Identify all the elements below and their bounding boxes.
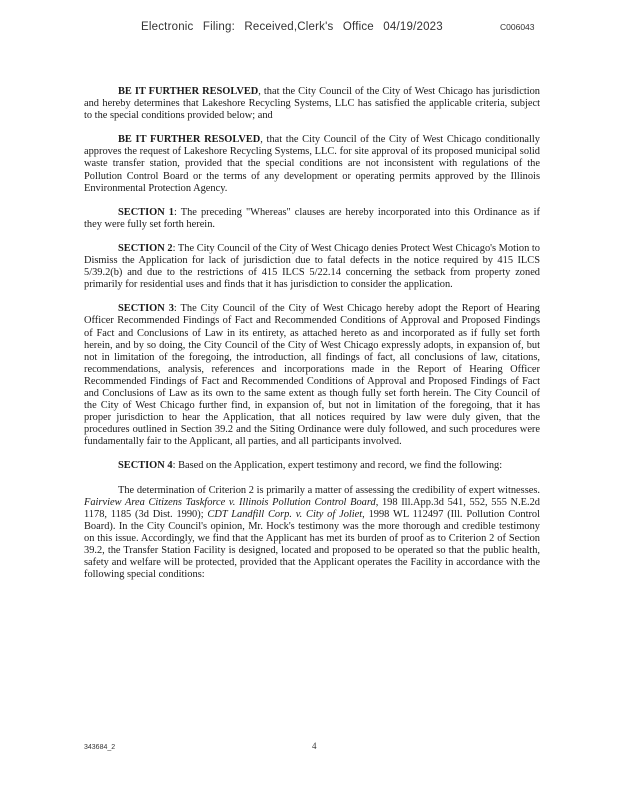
section-2-paragraph xyxy=(84,243,540,291)
page-number: 4 xyxy=(312,741,317,751)
section-3-paragraph xyxy=(84,303,540,448)
case-citation: CDT Landfill Corp. v. City of Joliet xyxy=(207,508,363,520)
paragraph-text: : The City Council of the City of West Chicago hereby adopt the Report of Hearing Officer Recommended Findings of Fact and Recommended Conditions of Approval and Proposed Findings of Fact and Conclusions of Law in its entirety, as attached hereto as and incorporated as if fully set forth herein, and by so doing, the City Council of the City of West Chicago expressly adopts, in expansion of, but not in limitation of the foregoing, the introduction, all findings of fact, all conclusions of law, citations, recommendations, analysis, references and incorporations made in the Report of Hearing Officer Recommended Findings of Fact and Recommended Conditions of Approval and Proposed Findings of Fact and Conclusions of Law as its own to the same extent as though fully set forth herein. The City Council of the City of West Chicago further find, in expansion of, but not in limitation of the foregoing, that it has proper jurisdiction to hear the Application, that all notices required by law were duly given, that the procedures outlined in Section 39.2 and the Siting Ordinance were duly followed, and such procedures were fundamentally fair to the Applicant, all parties, and all participants involved. xyxy=(84,303,540,448)
paragraph-text: : Based on the Application, expert testimony and record, we find the following: xyxy=(172,460,503,472)
paragraph-text: : The City Council of the City of West Chicago denies Protect West Chicago's Motion to Dismiss the Application for lack of jurisdiction due to fatal defects in the notice required by 415 ILCS 5/39.2(b) and due to the restrictions of 415 ILCS 5/22.14 concerning the setback from property zoned primarily for residential uses and finds that it has jurisdiction to consider the application. xyxy=(84,242,540,291)
filing-stamp-code: C006043 xyxy=(500,22,535,32)
document-body xyxy=(84,86,540,593)
section-1-paragraph xyxy=(84,207,540,231)
paragraph-text: , that the City Council of the City of West Chicago conditionally approves the request of Lakeshore Recycling Systems, LLC. for site approval of its proposed municipal solid waste transfer station, provided that the special conditions are not inconsistent with regulations of the Pollution Control Board or the terms of any development or operating permits approved by the Illinois Environmental Protection Agency. xyxy=(84,134,540,194)
document-id: 343684_2 xyxy=(84,744,116,751)
filing-stamp-text: Electronic Filing: Received,Clerk's Office 04/19/2023 xyxy=(141,21,443,33)
criterion-2-paragraph xyxy=(84,485,540,582)
paragraph-text: , 1998 WL 112497 (Ill. Pollution Control Board). In the City Council's opinion, Mr. Hock's testimony was the more thorough and credible testimony on this issue. Accordingly, we find that the Applicant has met its burden of proof as to Criterion 2 of Section 39.2, the Transfer Station Facility is designed, located and proposed to be operated so that the public health, safety and welfare will be protected, provided that the Applicant operates the Facility in accordance with the following special conditions: xyxy=(84,508,541,581)
paragraph-text: : The preceding "Whereas" clauses are hereby incorporated into this Ordinance as if they were fully set forth herein. xyxy=(84,206,540,230)
resolved-paragraph-jurisdiction xyxy=(84,86,540,122)
section-heading: SECTION 1 xyxy=(118,206,175,218)
case-citation: Fairview Area Citizens Taskforce v. Illinois Pollution Control Board xyxy=(84,496,376,508)
section-heading: SECTION 2 xyxy=(118,242,173,254)
paragraph-text: The determination of Criterion 2 is primarily a matter of assessing the credibility of expert witnesses. xyxy=(118,484,540,496)
section-4-paragraph xyxy=(84,460,540,472)
paragraph-lead: BE IT FURTHER RESOLVED xyxy=(118,86,259,97)
section-heading: SECTION 4 xyxy=(118,460,173,472)
paragraph-text: , 198 Ill.App.3d 541, 552, 555 N.E.2d 1178, 1185 (3d Dist. 1990); xyxy=(84,496,540,520)
paragraph-lead: BE IT FURTHER RESOLVED xyxy=(118,134,261,146)
section-heading: SECTION 3 xyxy=(118,303,174,315)
resolved-paragraph-approval xyxy=(84,134,540,194)
paragraph-text: , that the City Council of the City of West Chicago has jurisdiction and hereby determines that Lakeshore Recycling Systems, LLC has satisfied the applicable criteria, subject to the special conditions provided below; and xyxy=(84,86,540,122)
